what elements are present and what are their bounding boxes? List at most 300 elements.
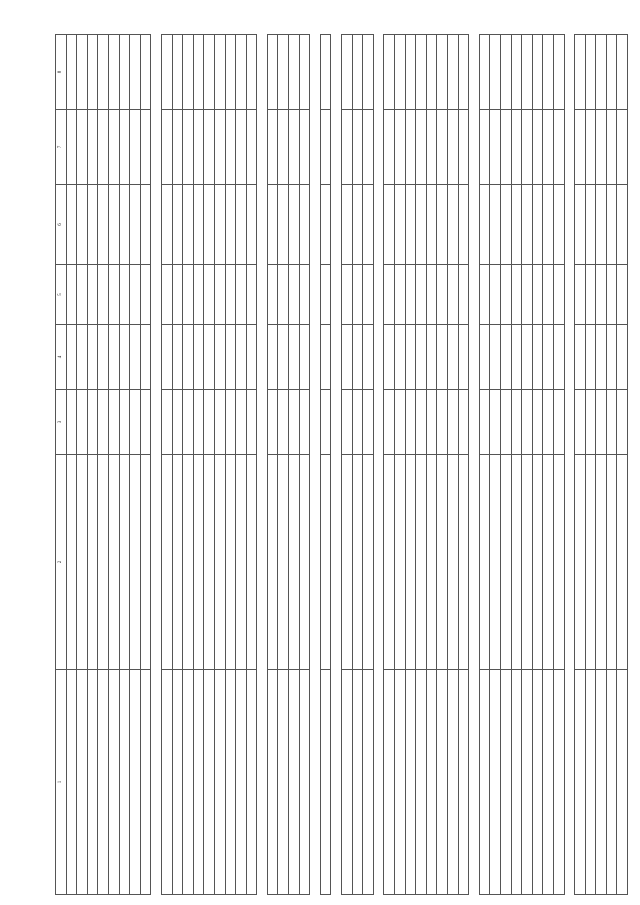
table-row <box>437 35 448 895</box>
table-cell <box>130 185 141 265</box>
table-cell <box>130 35 141 110</box>
table-cell <box>236 265 247 325</box>
table-row <box>183 35 194 895</box>
table-cell <box>447 325 458 390</box>
table-cell <box>500 390 511 455</box>
table-cell <box>352 390 363 455</box>
table-cell <box>500 185 511 265</box>
table-row <box>108 35 119 895</box>
table-cell <box>416 390 427 455</box>
table-row <box>214 35 225 895</box>
column-number-cell: 2 <box>56 455 67 670</box>
table-cell <box>500 35 511 110</box>
table-cell <box>108 455 119 670</box>
table-cell <box>384 110 395 185</box>
table-row <box>543 35 554 895</box>
table-cell <box>511 35 522 110</box>
table-cell <box>416 455 427 670</box>
section-heading <box>564 35 575 895</box>
table-cell <box>320 185 331 265</box>
table-cell <box>395 185 406 265</box>
table-cell <box>87 390 98 455</box>
table-cell <box>204 670 215 895</box>
table-cell <box>416 185 427 265</box>
table-cell <box>87 455 98 670</box>
table-cell <box>395 265 406 325</box>
table-row <box>447 35 458 895</box>
table-cell <box>490 110 501 185</box>
table-cell <box>66 670 77 895</box>
table-cell <box>511 110 522 185</box>
table-row <box>140 35 151 895</box>
table-cell <box>458 670 469 895</box>
table-cell <box>447 455 458 670</box>
table-cell <box>278 35 289 110</box>
table-cell <box>193 185 204 265</box>
table-cell <box>193 265 204 325</box>
table-row <box>130 35 141 895</box>
table-cell <box>77 35 88 110</box>
column-number-cell: 8 <box>56 35 67 110</box>
table-cell <box>87 110 98 185</box>
table-cell <box>479 455 490 670</box>
table-cell <box>522 110 533 185</box>
section-heading <box>151 35 162 895</box>
table-cell <box>299 35 310 110</box>
section-heading-row <box>373 35 384 895</box>
table-row <box>87 35 98 895</box>
table-cell <box>617 110 628 185</box>
table-cell <box>267 110 278 185</box>
table-cell <box>289 35 300 110</box>
table-cell <box>553 110 564 185</box>
table-cell <box>395 670 406 895</box>
table-cell <box>267 325 278 390</box>
table-cell <box>395 110 406 185</box>
table-cell <box>585 265 596 325</box>
table-row <box>278 35 289 895</box>
table-cell <box>575 110 586 185</box>
table-cell <box>384 325 395 390</box>
table-cell <box>342 670 353 895</box>
table-cell <box>130 390 141 455</box>
table-cell <box>267 455 278 670</box>
table-cell <box>225 455 236 670</box>
table-cell <box>437 265 448 325</box>
table-cell <box>395 35 406 110</box>
table-cell <box>98 265 109 325</box>
table-cell <box>130 670 141 895</box>
table-cell <box>490 325 501 390</box>
table-cell <box>596 670 607 895</box>
table-cell <box>352 35 363 110</box>
table-cell <box>267 265 278 325</box>
column-number-cell: 6 <box>56 185 67 265</box>
table-cell <box>553 455 564 670</box>
table-cell <box>204 110 215 185</box>
table-cell <box>416 325 427 390</box>
table-cell <box>267 390 278 455</box>
table-cell <box>98 455 109 670</box>
table-cell <box>87 670 98 895</box>
table-cell <box>172 265 183 325</box>
table-cell <box>342 455 353 670</box>
table-cell <box>532 670 543 895</box>
table-cell <box>596 265 607 325</box>
table-row <box>299 35 310 895</box>
table-row <box>384 35 395 895</box>
table-cell <box>77 670 88 895</box>
table-cell <box>193 325 204 390</box>
table-row <box>606 35 617 895</box>
table-cell <box>172 455 183 670</box>
table-row <box>236 35 247 895</box>
table-cell <box>66 390 77 455</box>
table-cell <box>543 325 554 390</box>
table-cell <box>532 185 543 265</box>
table-cell <box>98 185 109 265</box>
table-cell <box>416 110 427 185</box>
table-row <box>119 35 130 895</box>
table-cell <box>267 670 278 895</box>
table-cell <box>617 35 628 110</box>
table-cell <box>140 185 151 265</box>
table-row <box>193 35 204 895</box>
table-cell <box>437 35 448 110</box>
table-cell <box>98 110 109 185</box>
table-cell <box>617 455 628 670</box>
table-cell <box>384 265 395 325</box>
table-cell <box>246 35 257 110</box>
table-cell <box>352 455 363 670</box>
table-cell <box>119 390 130 455</box>
table-cell <box>204 325 215 390</box>
table-cell <box>606 265 617 325</box>
table-cell <box>447 35 458 110</box>
table-cell <box>479 325 490 390</box>
table-row <box>77 35 88 895</box>
table-cell <box>606 670 617 895</box>
table-cell <box>490 35 501 110</box>
table-cell <box>606 35 617 110</box>
table-cell <box>161 390 172 455</box>
section-heading <box>373 35 384 895</box>
table-cell <box>299 325 310 390</box>
table-cell <box>193 35 204 110</box>
table-cell <box>204 265 215 325</box>
section-heading-row <box>469 35 480 895</box>
table-cell <box>236 455 247 670</box>
table-cell <box>342 35 353 110</box>
table-cell <box>522 455 533 670</box>
table-cell <box>522 35 533 110</box>
table-row <box>416 35 427 895</box>
table-cell <box>183 35 194 110</box>
table-cell <box>490 390 501 455</box>
table-cell <box>66 455 77 670</box>
table-cell <box>161 455 172 670</box>
section-heading-row <box>564 35 575 895</box>
table-cell <box>225 325 236 390</box>
table-cell <box>437 670 448 895</box>
table-cell <box>500 110 511 185</box>
table-cell <box>458 455 469 670</box>
table-cell <box>278 455 289 670</box>
table-cell <box>585 455 596 670</box>
table-row <box>246 35 257 895</box>
document-sheet <box>55 35 630 895</box>
table-cell <box>140 110 151 185</box>
table-cell <box>87 325 98 390</box>
table-cell <box>532 35 543 110</box>
table-cell <box>236 110 247 185</box>
table-cell <box>511 325 522 390</box>
table-cell <box>246 325 257 390</box>
table-cell <box>320 455 331 670</box>
table-cell <box>87 185 98 265</box>
table-cell <box>352 110 363 185</box>
table-cell <box>575 35 586 110</box>
section-heading <box>469 35 480 895</box>
table-row <box>267 35 278 895</box>
table-cell <box>77 390 88 455</box>
table-cell <box>596 110 607 185</box>
table-cell <box>278 325 289 390</box>
table-cell <box>77 185 88 265</box>
table-row <box>532 35 543 895</box>
table-cell <box>596 455 607 670</box>
table-cell <box>585 35 596 110</box>
table-cell <box>553 185 564 265</box>
table-cell <box>278 265 289 325</box>
table-cell <box>98 670 109 895</box>
table-cell <box>575 390 586 455</box>
table-cell <box>119 110 130 185</box>
table-cell <box>161 325 172 390</box>
column-number-cell: 4 <box>56 325 67 390</box>
table-cell <box>172 35 183 110</box>
table-cell <box>225 265 236 325</box>
table-cell <box>299 185 310 265</box>
table-row <box>395 35 406 895</box>
table-cell <box>140 670 151 895</box>
table-cell <box>553 265 564 325</box>
table-cell <box>193 110 204 185</box>
table-cell <box>320 670 331 895</box>
table-cell <box>458 35 469 110</box>
table-cell <box>522 265 533 325</box>
table-cell <box>532 110 543 185</box>
table-cell <box>98 35 109 110</box>
table-row <box>511 35 522 895</box>
table-cell <box>108 185 119 265</box>
table-cell <box>278 185 289 265</box>
table-cell <box>522 670 533 895</box>
table-cell <box>596 185 607 265</box>
table-cell <box>77 110 88 185</box>
table-cell <box>511 265 522 325</box>
table-cell <box>575 265 586 325</box>
table-cell <box>617 390 628 455</box>
table-row <box>500 35 511 895</box>
table-cell <box>66 265 77 325</box>
table-cell <box>553 390 564 455</box>
table-cell <box>500 670 511 895</box>
table-cell <box>447 265 458 325</box>
table-cell <box>246 185 257 265</box>
table-row <box>490 35 501 895</box>
table-cell <box>87 265 98 325</box>
table-cell <box>204 35 215 110</box>
table-cell <box>77 455 88 670</box>
table-cell <box>193 455 204 670</box>
table-cell <box>225 390 236 455</box>
table-cell <box>500 325 511 390</box>
table-cell <box>130 110 141 185</box>
table-cell <box>161 110 172 185</box>
table-cell <box>437 110 448 185</box>
table-cell <box>172 325 183 390</box>
table-row <box>161 35 172 895</box>
table-cell <box>617 185 628 265</box>
table-cell <box>66 110 77 185</box>
table-cell <box>543 390 554 455</box>
table-cell <box>172 670 183 895</box>
table-cell <box>299 390 310 455</box>
table-cell <box>140 35 151 110</box>
table-row <box>225 35 236 895</box>
table-cell <box>214 455 225 670</box>
table-cell <box>183 325 194 390</box>
table-cell <box>543 455 554 670</box>
table-row <box>289 35 300 895</box>
table-cell <box>320 265 331 325</box>
table-cell <box>267 185 278 265</box>
column-number-cell: 3 <box>56 390 67 455</box>
table-cell <box>596 390 607 455</box>
table-cell <box>606 110 617 185</box>
table-cell <box>363 265 374 325</box>
table-cell <box>342 325 353 390</box>
table-cell <box>384 35 395 110</box>
table-cell <box>437 455 448 670</box>
column-number-cell: 5 <box>56 265 67 325</box>
table-cell <box>617 670 628 895</box>
table-cell <box>522 390 533 455</box>
table-cell <box>532 455 543 670</box>
table-cell <box>426 110 437 185</box>
table-cell <box>426 455 437 670</box>
table-cell <box>278 390 289 455</box>
table-cell <box>193 390 204 455</box>
table-cell <box>236 185 247 265</box>
table-cell <box>363 390 374 455</box>
table-row <box>172 35 183 895</box>
table-cell <box>426 185 437 265</box>
table-cell <box>172 390 183 455</box>
table-cell <box>108 35 119 110</box>
table-cell <box>204 185 215 265</box>
table-cell <box>214 390 225 455</box>
table-cell <box>532 325 543 390</box>
table-cell <box>214 670 225 895</box>
section-heading <box>257 35 268 895</box>
table-cell <box>363 110 374 185</box>
table-cell <box>363 325 374 390</box>
table-cell <box>426 35 437 110</box>
table-cell <box>575 325 586 390</box>
table-cell <box>437 325 448 390</box>
table-row <box>585 35 596 895</box>
table-cell <box>384 185 395 265</box>
table-cell <box>606 390 617 455</box>
table-cell <box>405 455 416 670</box>
table-cell <box>320 110 331 185</box>
table-cell <box>363 185 374 265</box>
table-cell <box>320 35 331 110</box>
table-cell <box>289 185 300 265</box>
table-cell <box>585 390 596 455</box>
table-cell <box>108 325 119 390</box>
table-cell <box>585 670 596 895</box>
table-cell <box>511 185 522 265</box>
table-cell <box>87 35 98 110</box>
table-cell <box>606 325 617 390</box>
table-cell <box>119 455 130 670</box>
table-cell <box>299 110 310 185</box>
table-cell <box>606 185 617 265</box>
table-cell <box>119 35 130 110</box>
table-cell <box>479 110 490 185</box>
section-heading-row <box>331 35 342 895</box>
section-heading-row <box>151 35 162 895</box>
table-cell <box>225 35 236 110</box>
table-cell <box>119 670 130 895</box>
table-cell <box>352 185 363 265</box>
table-cell <box>437 185 448 265</box>
table-cell <box>119 325 130 390</box>
table-cell <box>553 35 564 110</box>
table-cell <box>395 390 406 455</box>
table-cell <box>108 390 119 455</box>
table-cell <box>479 390 490 455</box>
table-cell <box>119 185 130 265</box>
table-cell <box>511 390 522 455</box>
table-cell <box>490 455 501 670</box>
table-cell <box>500 455 511 670</box>
table-cell <box>214 265 225 325</box>
table-cell <box>246 265 257 325</box>
table-row <box>596 35 607 895</box>
table-cell <box>140 455 151 670</box>
table-cell <box>299 670 310 895</box>
table-cell <box>289 455 300 670</box>
table-cell <box>437 390 448 455</box>
table-cell <box>236 390 247 455</box>
table-cell <box>225 670 236 895</box>
table-cell <box>416 35 427 110</box>
table-cell <box>458 325 469 390</box>
table-cell <box>405 390 416 455</box>
table-cell <box>405 670 416 895</box>
table-row <box>204 35 215 895</box>
table-cell <box>532 265 543 325</box>
table-cell <box>214 110 225 185</box>
table-cell <box>161 265 172 325</box>
table-row <box>617 35 628 895</box>
table-cell <box>395 325 406 390</box>
table-row <box>522 35 533 895</box>
